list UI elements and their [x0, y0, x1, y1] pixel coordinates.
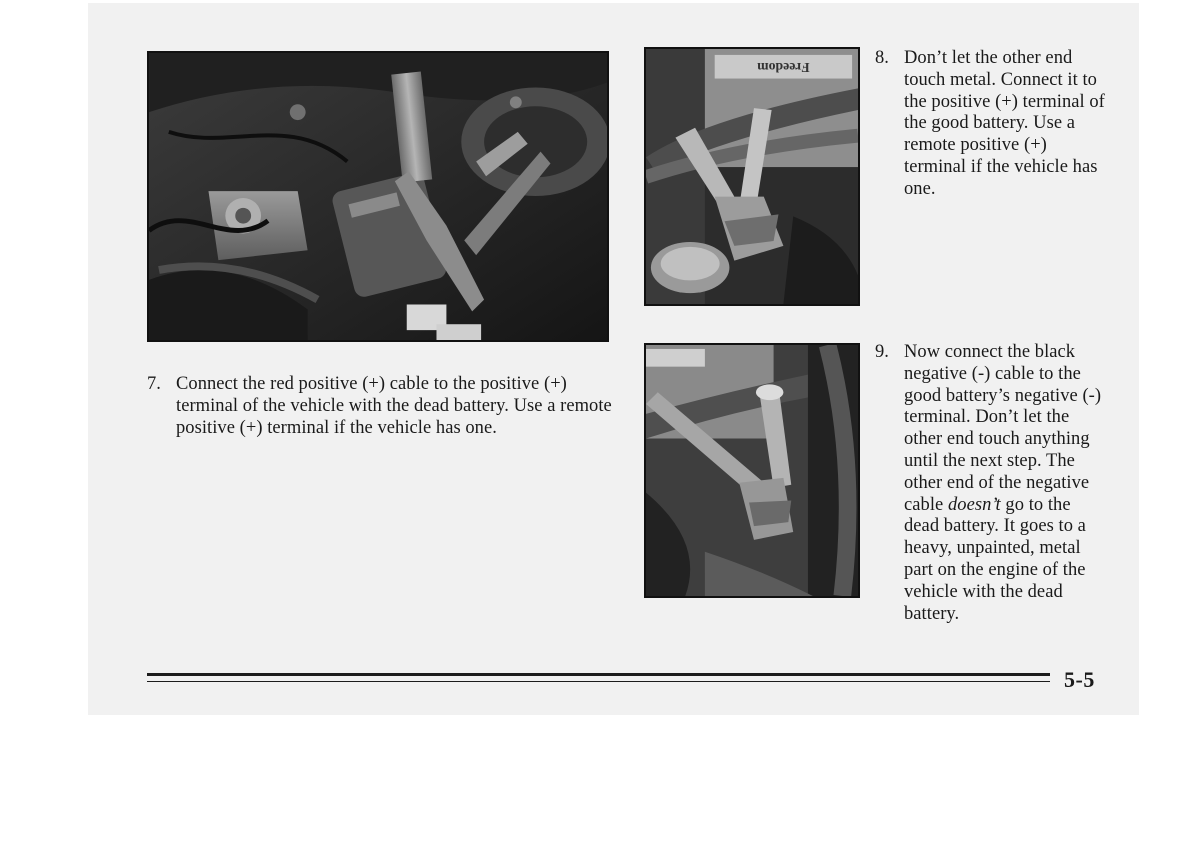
step-text-before: Now connect the black negative (-) cable to the good battery’s negative (-) terminal. Don’t let the other end touch anything until the next step. The other end of the negative cable — [904, 342, 1102, 515]
step-text: Don’t let the other end touch metal. Connect it to the positive (+) terminal of the good battery. Use a remote positive (+) terminal if the vehicle has one. — [904, 48, 1105, 199]
good-battery-negative-photo — [644, 343, 860, 598]
step-text-after: go to the dead battery. It goes to a heavy, unpainted, metal part on the engine of the vehicle with the dead battery. — [904, 494, 1086, 624]
step-number: 9. — [875, 342, 889, 362]
engine-compartment-photo — [147, 51, 609, 342]
footer-rule-thin — [147, 681, 1050, 682]
step-text: Connect the red positive (+) cable to the positive (+) terminal of the vehicle with the dead battery. Use a remote positive (+) terminal if the vehicle has one. — [176, 374, 612, 438]
step-8 — [875, 48, 1110, 201]
engine-compartment-illustration — [149, 53, 607, 340]
step-7 — [147, 374, 617, 439]
battery-brand-label: Freedom — [757, 59, 810, 75]
negative-clamp-illustration — [646, 345, 858, 596]
footer-rule-thick — [147, 673, 1050, 676]
step-text — [904, 342, 1110, 625]
step-9 — [875, 342, 1110, 625]
step-text-emphasis: doesn’t — [947, 494, 1001, 515]
positive-clamp-illustration — [646, 49, 858, 304]
step-number: 8. — [875, 48, 889, 68]
good-battery-positive-photo — [644, 47, 860, 306]
step-number: 7. — [147, 374, 161, 394]
page-number: 5-5 — [1064, 667, 1095, 692]
